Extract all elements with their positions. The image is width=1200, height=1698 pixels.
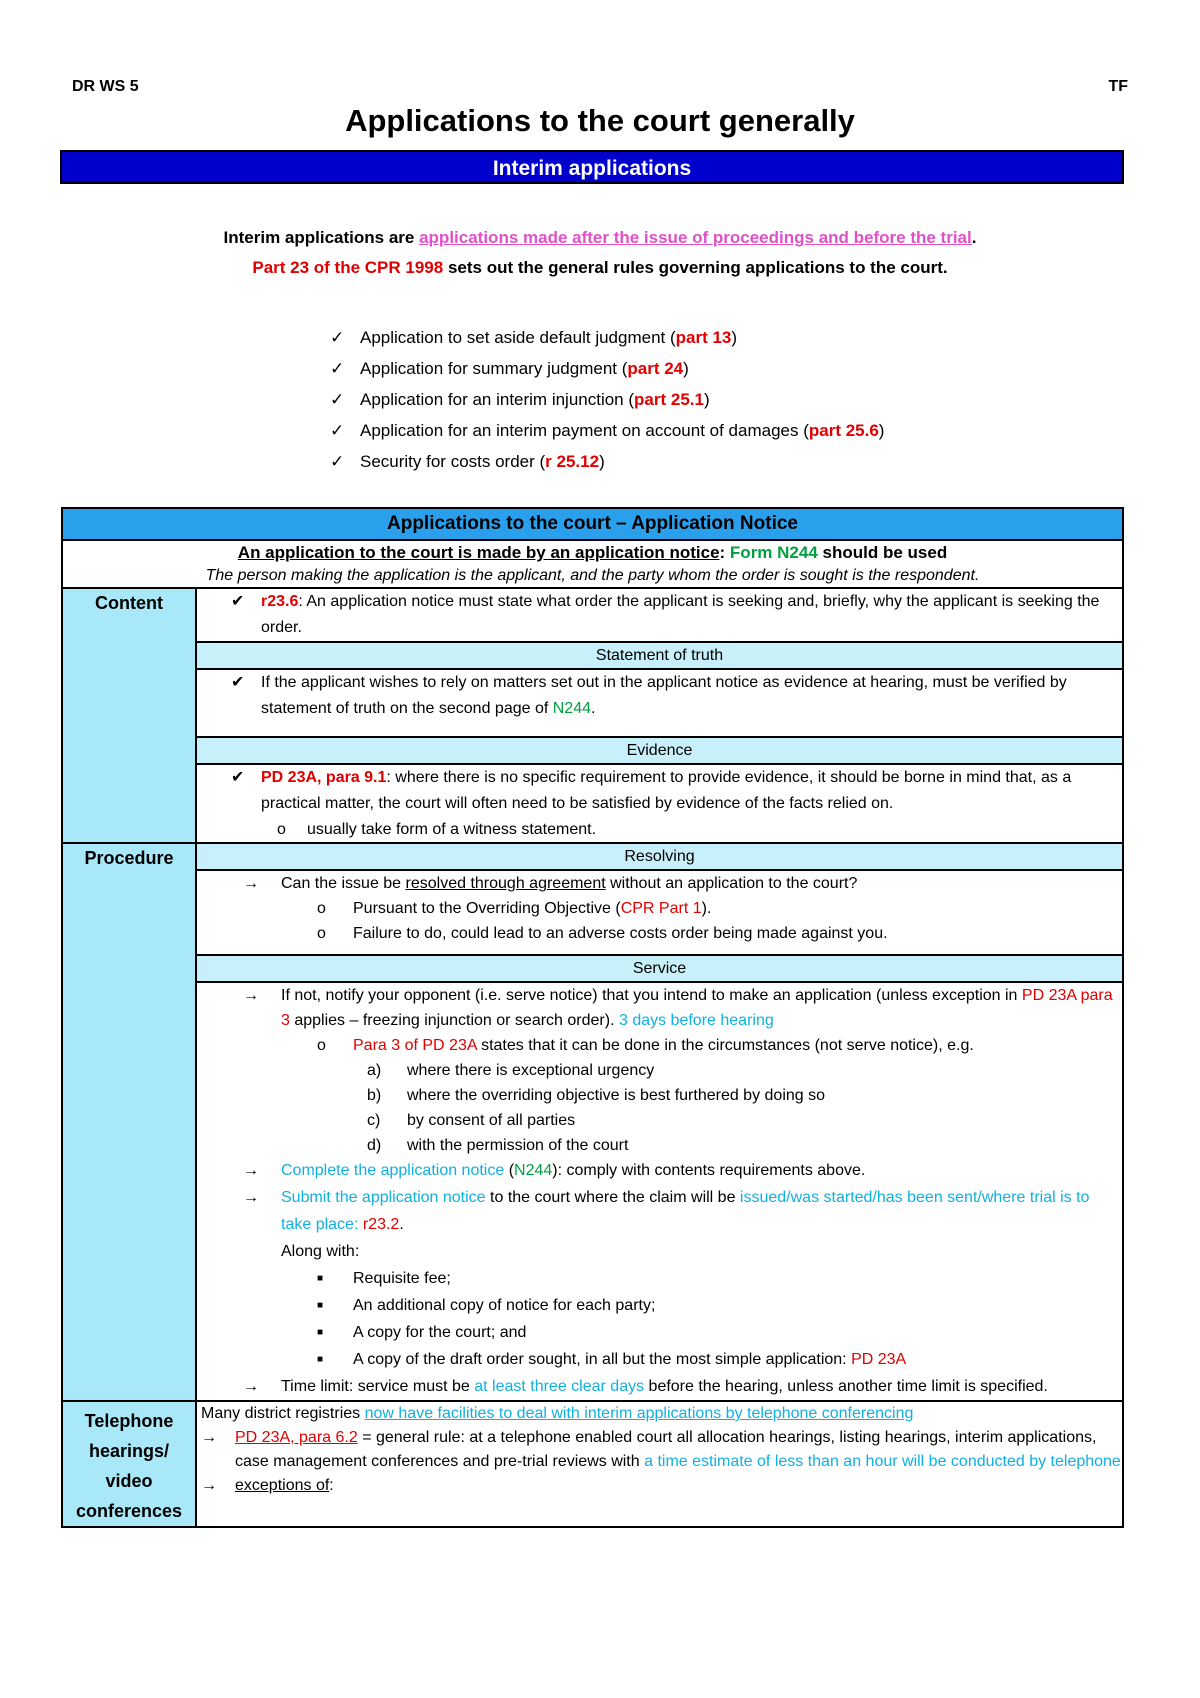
form-ref: Form N244: [729, 543, 818, 562]
item-text: Security for costs order (: [360, 452, 546, 471]
tel-highlight: a time estimate of less than an hour will be conducted by telephone: [644, 1453, 1121, 1470]
check-icon: ✓: [330, 421, 345, 440]
table-heading: Applications to the court – Application Notice: [62, 508, 1123, 540]
along-item: Requisite fee;: [353, 1270, 451, 1287]
content-text: : An application notice must state what order the applicant is seeking and, briefly, why the applicant is seeking the order.: [261, 593, 1100, 636]
evidence-sub: usually take form of a witness statement.: [307, 821, 597, 838]
table-subheading: [62, 540, 1123, 588]
service-text: applies – freezing injunction or search order).: [289, 1012, 619, 1029]
item-ref: part 13: [675, 328, 732, 347]
tel-text: Many district registries: [201, 1405, 365, 1422]
sub-underlined: An application to the court is made by an application notice: [237, 543, 720, 562]
item-text: Application to set aside default judgment (: [360, 328, 676, 347]
service-highlight: issued/was started/has been sent/where trial is to take place:: [281, 1189, 1090, 1233]
circle-bullet-icon: o: [317, 900, 326, 917]
item-text: ): [683, 359, 689, 378]
sub-text: should be used: [817, 543, 948, 562]
tel-underlined: exceptions of: [235, 1477, 330, 1494]
check-icon: ✔: [231, 674, 245, 691]
circle-bullet-icon: o: [317, 925, 326, 942]
checklist: [330, 322, 885, 477]
check-icon: ✓: [330, 390, 345, 409]
list-item: [330, 415, 885, 446]
letter-marker: b): [367, 1087, 382, 1104]
item-ref: r 25.12: [545, 452, 600, 471]
list-item: [330, 322, 884, 353]
check-icon: ✔: [231, 769, 245, 786]
form-ref: N244: [514, 1162, 553, 1179]
item-text: ): [878, 421, 885, 440]
service-text: before the hearing, unless another time limit is specified.: [644, 1378, 1048, 1395]
section-banner: Interim applications: [60, 150, 1124, 184]
check-icon: ✓: [330, 452, 345, 471]
square-bullet-icon: ■: [317, 1273, 324, 1284]
service-title: Service: [196, 955, 1123, 982]
rule-ref: PD 23A, para 9.1: [261, 769, 387, 786]
letter-item: where there is exceptional urgency: [407, 1062, 655, 1079]
letter-item: where the overriding objective is best furthered by doing so: [407, 1087, 826, 1104]
list-item: [330, 353, 884, 384]
item-text: Application for an interim injunction (: [360, 390, 635, 409]
sub-italic: The person making the application is the applicant, and the party whom the order is sought is the respondent.: [205, 567, 980, 584]
content-label: Content: [62, 588, 196, 843]
letter-item: by consent of all parties: [407, 1112, 576, 1129]
tel-text: :: [329, 1477, 334, 1494]
rule-ref: PD 23A, para 6.2: [235, 1429, 358, 1446]
arrow-icon: →: [243, 875, 259, 892]
rule-ref: PD 23A: [851, 1351, 907, 1368]
rule-ref: r23.6: [261, 593, 299, 610]
evidence-cell: [196, 764, 1123, 843]
check-icon: ✔: [231, 593, 245, 610]
resolving-sub: ).: [701, 900, 712, 917]
sot-text: .: [591, 700, 596, 717]
square-bullet-icon: ■: [317, 1300, 324, 1311]
square-bullet-icon: ■: [317, 1354, 324, 1365]
item-text: ): [599, 452, 605, 471]
service-cell: [196, 982, 1123, 1401]
telephone-cell: [196, 1401, 1123, 1527]
tel-text: = general rule: at a telephone enabled court all allocation hearings, listing hearings, interim applications, case management conferences and pre-trial reviews with: [235, 1429, 1097, 1470]
item-text: Application for an interim payment on account of damages (: [360, 421, 809, 440]
rule-ref: CPR Part 1: [620, 900, 702, 917]
statement-of-truth-title: Statement of truth: [196, 642, 1123, 669]
intro-line-1: [0, 228, 1200, 248]
letter-marker: c): [367, 1112, 381, 1129]
resolving-underlined: resolved through agreement: [405, 875, 606, 892]
arrow-icon: →: [201, 1477, 217, 1494]
letter-marker: a): [367, 1062, 382, 1079]
arrow-icon: →: [201, 1429, 217, 1446]
intro-text: .: [971, 228, 977, 247]
procedure-label: Procedure: [62, 843, 196, 1401]
arrow-icon: →: [243, 987, 259, 1004]
resolving-text: without an application to the court?: [605, 875, 858, 892]
form-ref: N244: [552, 700, 591, 717]
service-highlight: Complete the application notice: [281, 1162, 505, 1179]
evidence-text: : where there is no specific requirement to provide evidence, it should be borne in mind that, as a practical matter, the court will often need to be satisfied by evidence of the facts relied on.: [261, 769, 1072, 812]
service-highlight: Submit the application notice: [281, 1189, 486, 1206]
intro-red-ref: Part 23 of the CPR 1998: [252, 258, 444, 277]
header-left: DR WS 5: [72, 78, 139, 95]
content-cell: [196, 588, 1123, 642]
service-highlight: 3 days before hearing: [618, 1012, 774, 1029]
telephone-label: Telephone hearings/ video conferences: [62, 1401, 196, 1527]
service-highlight: at least three clear days: [474, 1378, 645, 1395]
page-title: Applications to the court generally: [345, 103, 855, 138]
service-text: to the court where the claim will be: [485, 1189, 740, 1206]
letter-item: with the permission of the court: [407, 1137, 629, 1154]
item-ref: part 25.6: [808, 421, 879, 440]
intro-text: sets out the general rules governing applications to the court.: [443, 258, 948, 277]
statement-of-truth-cell: [196, 669, 1123, 737]
service-sub: states that it can be done in the circumstances (not serve notice), e.g.: [476, 1037, 974, 1054]
arrow-icon: →: [243, 1378, 259, 1395]
rule-ref: PD 23A para 3: [281, 987, 1113, 1029]
resolving-cell: [196, 870, 1123, 955]
item-text: ): [703, 390, 710, 409]
list-item: [330, 384, 884, 415]
resolving-sub: Failure to do, could lead to an adverse costs order being made against you.: [353, 925, 888, 942]
circle-bullet-icon: o: [317, 1037, 326, 1054]
service-text: Time limit: service must be: [281, 1378, 475, 1395]
service-text: If not, notify your opponent (i.e. serve notice) that you intend to make an application (unless exception in: [281, 987, 1022, 1004]
item-text: Application for summary judgment (: [360, 359, 628, 378]
application-notice-table: [61, 507, 1124, 1528]
tel-link[interactable]: now have facilities to deal with interim applications by telephone conferencing: [364, 1405, 914, 1422]
resolving-text: Can the issue be: [281, 875, 406, 892]
along-item: A copy of the draft order sought, in all but the most simple application:: [353, 1351, 852, 1368]
item-ref: part 24: [627, 359, 684, 378]
square-bullet-icon: ■: [317, 1327, 324, 1338]
rule-ref: Para 3 of PD 23A: [353, 1037, 477, 1054]
along-with-label: Along with:: [281, 1243, 360, 1260]
circle-bullet-icon: o: [277, 821, 286, 838]
sub-text: :: [719, 543, 730, 562]
intro-text: Interim applications are: [223, 228, 420, 247]
rule-ref: r23.2: [362, 1216, 400, 1233]
letter-marker: d): [367, 1137, 382, 1154]
intro-link[interactable]: applications made after the issue of proceedings and before the trial: [419, 228, 972, 247]
check-icon: ✓: [330, 328, 345, 347]
service-text: .: [399, 1216, 404, 1233]
resolving-sub: Pursuant to the Overriding Objective (: [353, 900, 621, 917]
arrow-icon: →: [243, 1189, 259, 1206]
service-text: (: [504, 1162, 515, 1179]
sot-text: If the applicant wishes to rely on matters set out in the applicant notice as evidence at hearing, must be verified by statement of truth on the second page of: [261, 674, 1067, 717]
intro-line-2: [0, 258, 1200, 278]
evidence-title: Evidence: [196, 737, 1123, 764]
item-text: ): [731, 328, 738, 347]
arrow-icon: →: [243, 1162, 259, 1179]
service-text: ): comply with contents requirements above.: [552, 1162, 866, 1179]
along-item: An additional copy of notice for each party;: [353, 1297, 656, 1314]
list-item: [330, 446, 884, 477]
check-icon: ✓: [330, 359, 345, 378]
header-right: TF: [1108, 78, 1128, 95]
item-ref: part 25.1: [634, 390, 704, 409]
along-item: A copy for the court; and: [353, 1324, 527, 1341]
resolving-title: Resolving: [196, 843, 1123, 870]
